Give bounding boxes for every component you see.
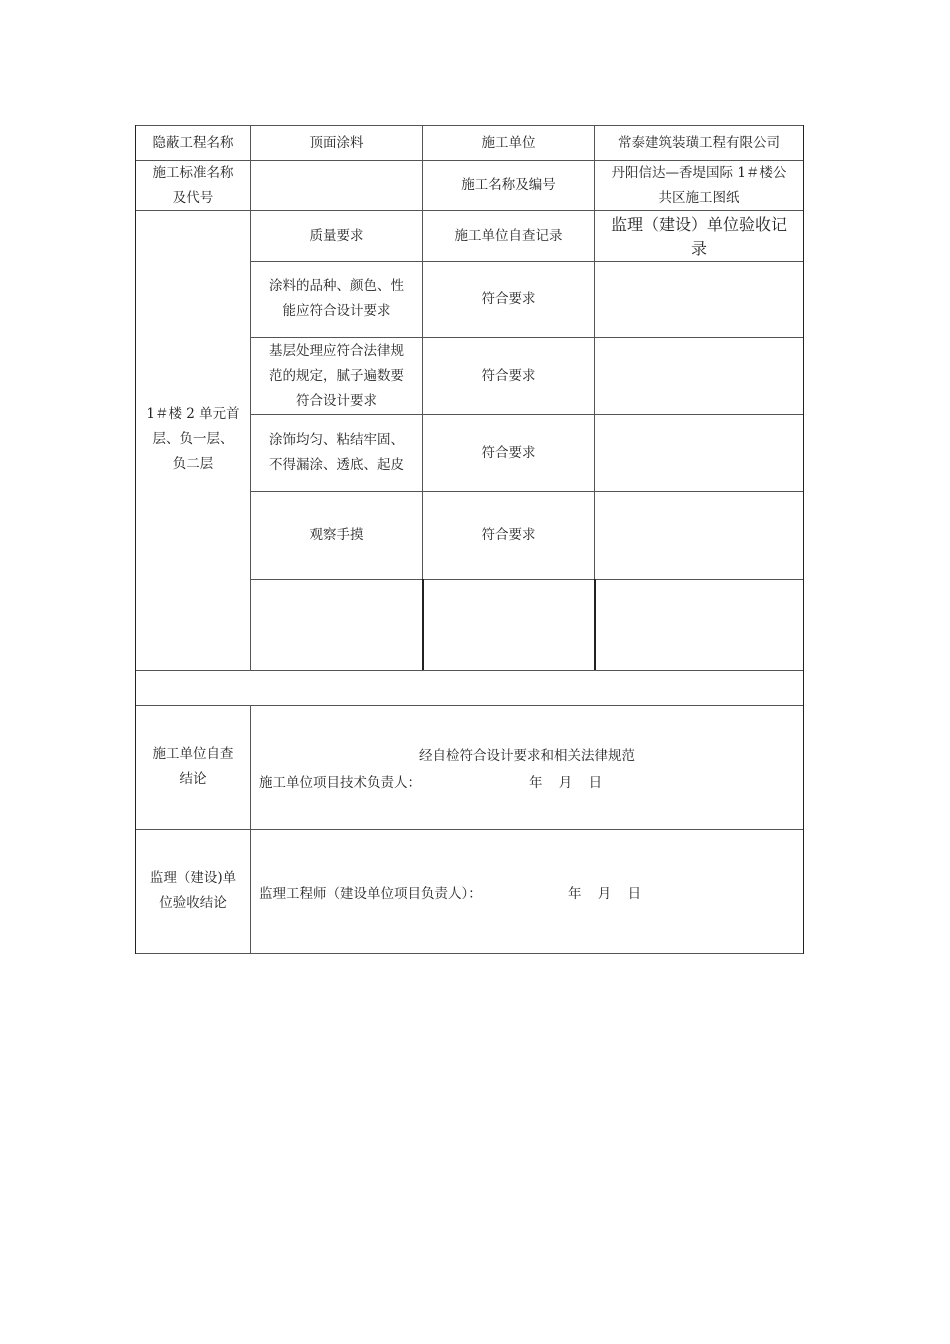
self-check-conclusion: 经自检符合设计要求和相关法律规范 xyxy=(419,748,635,764)
table-row-self-result: 符合要求 xyxy=(481,444,536,461)
column-supervisor xyxy=(595,213,803,261)
self-check-signer: 施工单位项目技术负责人： xyxy=(259,775,421,791)
requirement-line: 能应符合设计要求 xyxy=(282,303,391,319)
label-construction-unit: 施工单位 xyxy=(481,134,536,151)
label-project-name: 隐蔽工程名称 xyxy=(152,134,234,151)
supervision-label-line1: 监理（建设)单 xyxy=(149,870,237,886)
requirement-line: 涂料的品种、颜色、性 xyxy=(269,278,404,294)
supervision-signer: 监理工程师（建设单位项目负责人）： xyxy=(259,886,482,902)
self-check-date: 年 月 日 xyxy=(529,775,603,791)
requirement-line: 涂饰均匀、粘结牢固、 xyxy=(269,432,404,448)
self-check-label-line1: 施工单位自查 xyxy=(152,746,234,762)
table-row-requirement xyxy=(251,428,422,478)
table-row-supervisor-result xyxy=(595,415,803,491)
table-row-supervisor-result xyxy=(595,492,803,579)
supervision-label-line2: 位验收结论 xyxy=(159,895,227,911)
column-supervisor-line2: 录 xyxy=(690,239,707,258)
requirement-line: 基层处理应符合法律规 xyxy=(269,343,404,359)
drawing-value xyxy=(595,161,803,210)
standard-value xyxy=(251,161,422,210)
table-row-supervisor-result xyxy=(595,262,803,337)
table-row-supervisor-result xyxy=(595,338,803,414)
label-standard-line1: 施工标准名称 xyxy=(152,165,234,181)
drawing-line2: 共区施工图纸 xyxy=(658,190,740,206)
table-row-requirement xyxy=(251,339,422,414)
table-row-self-result: 符合要求 xyxy=(481,291,536,307)
table-row-self-result: 符合要求 xyxy=(481,527,536,543)
construction-unit-value: 常泰建筑装璜工程有限公司 xyxy=(618,134,780,151)
label-drawing: 施工名称及编号 xyxy=(461,177,556,193)
supervision-date: 年 月 日 xyxy=(568,886,642,902)
label-standard xyxy=(136,161,250,210)
requirement-line: 不得漏涂、透底、起皮 xyxy=(269,457,404,473)
inspection-location xyxy=(136,402,250,482)
location-line1: 1＃楼 2 单元首 xyxy=(146,406,240,422)
column-supervisor-line1: 监理（建设）单位验收记 xyxy=(610,215,787,234)
location-line3: 负二层 xyxy=(172,456,214,472)
requirement-line: 符合设计要求 xyxy=(296,393,377,409)
column-self-check: 施工单位自查记录 xyxy=(454,227,563,244)
supervision-label xyxy=(136,866,250,918)
self-check-label-line2: 结论 xyxy=(179,771,207,787)
column-quality: 质量要求 xyxy=(309,227,364,244)
table-row-requirement: 观察手摸 xyxy=(309,527,364,543)
location-line2: 层、负一层、 xyxy=(152,431,234,447)
self-check-label xyxy=(136,742,250,794)
table-row-requirement xyxy=(251,274,422,324)
table-row-self-result: 符合要求 xyxy=(481,367,536,384)
project-name-value: 顶面涂料 xyxy=(309,134,364,151)
drawing-line1: 丹阳信达—香堤国际 1＃楼公 xyxy=(611,165,787,181)
label-standard-line2: 及代号 xyxy=(172,190,214,206)
requirement-line: 范的规定，腻子遍数要 xyxy=(269,368,404,384)
